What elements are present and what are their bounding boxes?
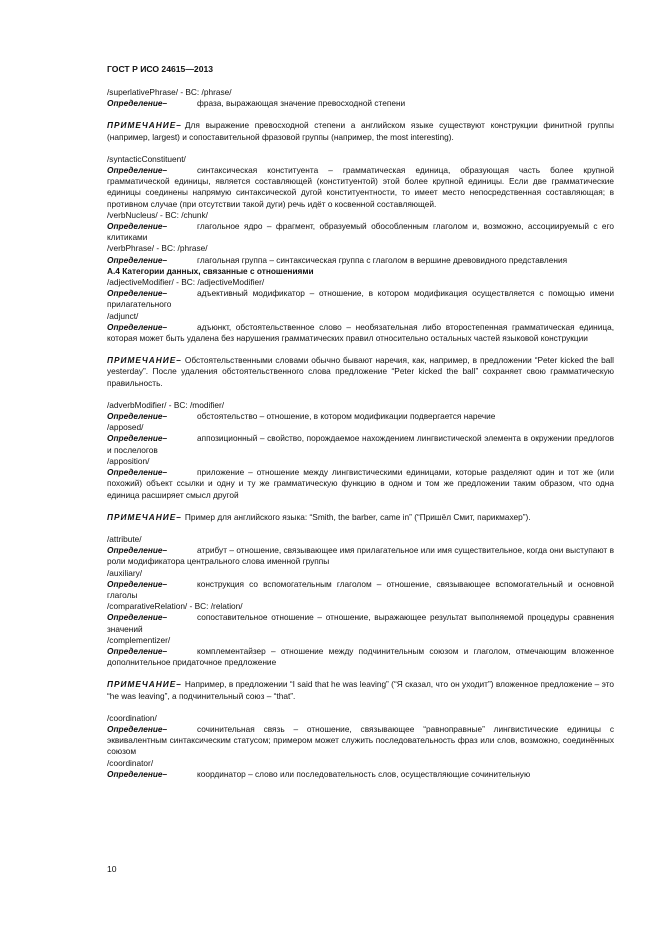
note-label: ПРИМЕЧАНИЕ– bbox=[107, 355, 182, 366]
term-adverb-modifier: /adverbModifier/ - BC: /modifier/ bbox=[107, 399, 225, 410]
note: ПРИМЕЧАНИЕ– Обстоятельственными словами обычно бывают наречия, как, например, в предложении “Peter kicked the ball yesterday”. После удаления обстоятельственного слова предложение “Peter kicked the ball” сохраняет свою грамматическую правильность. bbox=[107, 355, 614, 388]
definition: Определение– адъюнкт, обстоятельственное слово – необязательная либо второстепенная грамматическая единица, которая может быть удалена без нарушения грамматических правил относительно остальных частей языковой конструкции bbox=[107, 321, 614, 344]
definition: Определение– конструкция со вспомогательным глаголом – отношение, связывающее вспомогательный и основной глаголы bbox=[107, 578, 614, 600]
definition: Определение– атрибут – отношение, связывающее имя прилагательное или имя существительное, когда они выступают в роли модификатора центрального слова именной группы bbox=[107, 545, 614, 567]
definition: Определение– обстоятельство – отношение, в котором модификации подвергается наречие bbox=[107, 411, 496, 422]
note: ПРИМЕЧАНИЕ– Например, в предложении “I said that he was leaving” (“Я сказал, что он уходит”) вложенное предложение – это “he was leaving”, а подчинительный союз – “that”. bbox=[107, 679, 614, 701]
note: ПРИМЕЧАНИЕ– Пример для английского языка: “Smith, the barber, came in” (“Пришёл Смит, парикмахер”). bbox=[107, 511, 531, 522]
note-label: ПРИМЕЧАНИЕ– bbox=[107, 511, 182, 522]
definition-label: Определение– bbox=[107, 288, 168, 299]
definition: Определение– комплементайзер – отношение между подчинительным союзом и глаголом, отмечающим вложенное дополнительное придаточное предложение bbox=[107, 645, 614, 668]
term-syntactic-constituent: /syntacticConstituent/ bbox=[107, 153, 186, 164]
term-adjunct: /adjunct/ bbox=[107, 310, 139, 321]
definition-label: Определение– bbox=[107, 411, 168, 422]
term-comparative-relation: /comparativeRelation/ - BC: /relation/ bbox=[107, 601, 243, 612]
term-apposed: /apposed/ bbox=[107, 422, 144, 433]
definition-label: Определение– bbox=[107, 254, 168, 265]
definition-label: Определение– bbox=[107, 221, 168, 232]
definition: Определение– сочинительная связь – отношение, связывающее “равноправные” лингвистические единицы с эквивалентным синтаксическим статусом; примером может служить последовательность фраз или слов, возможно, соединённых союзом bbox=[107, 723, 614, 757]
definition-label: Определение– bbox=[107, 98, 168, 109]
term-verb-nucleus: /verbNucleus/ - BC: /chunk/ bbox=[107, 209, 208, 220]
definition: Определение– координатор – слово или последовательность слов, осуществляющие сочинительную bbox=[107, 768, 531, 779]
definition-label: Определение– bbox=[107, 578, 168, 589]
definition-label: Определение– bbox=[107, 433, 168, 444]
term-adjective-modifier: /adjectiveModifier/ - BC: /adjectiveModifier/ bbox=[107, 277, 265, 288]
definition-label: Определение– bbox=[107, 612, 168, 623]
definition-label: Определение– bbox=[107, 645, 168, 656]
note-label: ПРИМЕЧАНИЕ– bbox=[107, 679, 182, 690]
definition-label: Определение– bbox=[107, 467, 168, 478]
note-label: ПРИМЕЧАНИЕ– bbox=[107, 120, 182, 131]
term-auxiliary: /auxiliary/ bbox=[107, 567, 143, 578]
page-number: 10 bbox=[107, 864, 117, 874]
definition-label: Определение– bbox=[107, 545, 168, 556]
term-verb-phrase: /verbPhrase/ - BC: /phrase/ bbox=[107, 243, 208, 254]
term-coordinator: /coordinator/ bbox=[107, 757, 154, 768]
definition: Определение– адъективный модификатор – отношение, в котором модификация осуществляется с помощью имени прилагательного bbox=[107, 288, 614, 310]
term-apposition: /apposition/ bbox=[107, 455, 150, 466]
term-attribute: /attribute/ bbox=[107, 533, 142, 544]
term-complementizer: /complementizer/ bbox=[107, 634, 171, 645]
note: ПРИМЕЧАНИЕ– Для выражение превосходной степени а английском языке существуют конструкции финитной группы (например, largest) и сопоставительной фразовой группы (например, the most interesting). bbox=[107, 120, 614, 142]
document-body bbox=[107, 87, 614, 780]
definition: Определение– глагольная группа – синтаксическая группа с глаголом в вершине древовидного представления bbox=[107, 254, 568, 265]
definition-label: Определение– bbox=[107, 723, 168, 734]
term-superlative-phrase: /superlativePhrase/ - BC: /phrase/ bbox=[107, 87, 232, 97]
document-header: ГОСТ Р ИСО 24615—2013 bbox=[107, 64, 214, 74]
definition-label: Определение– bbox=[107, 768, 168, 779]
definition: Определение– синтаксическая конституента – грамматическая единица, образующая часть более крупной грамматической единицы, является составляющей (конституентой) этой более крупной единицы. Если две грамматические единицы соединены напрямую синтаксической дугой конституентности, то имеет место непосредственная составляющая; в противном случае (при отсутствии такой дуги) речь идёт о косвенной составляющей. bbox=[107, 165, 614, 209]
definition: Определение– сопоставительное отношение – отношение, выражающее результат выполняемой процедуры сравнения значений bbox=[107, 612, 614, 634]
section-heading: А.4 Категории данных, связанные с отношениями bbox=[107, 265, 314, 276]
definition: Определение– приложение – отношение между лингвистическими единицами, которые разделяют один и тот же (или похожий) объект ссылки и одну и ту же грамматическую функцию в одном и том же предложении таким образом, что одна единица расширяет смысл другой bbox=[107, 467, 614, 500]
definition: Определение– аппозиционный – свойство, порождаемое нахождением лингвистической элемента в окружении предлогов и послелогов bbox=[107, 433, 614, 455]
definition-label: Определение– bbox=[107, 321, 168, 332]
term-coordination: /coordination/ bbox=[107, 712, 157, 723]
definition: Определение– глагольное ядро – фрагмент, образуемый обособленным глаголом и, возможно, ассоциируемый с его клитиками bbox=[107, 221, 614, 243]
definition: Определение– фраза, выражающая значение превосходной степени bbox=[107, 98, 406, 109]
definition-label: Определение– bbox=[107, 165, 168, 176]
